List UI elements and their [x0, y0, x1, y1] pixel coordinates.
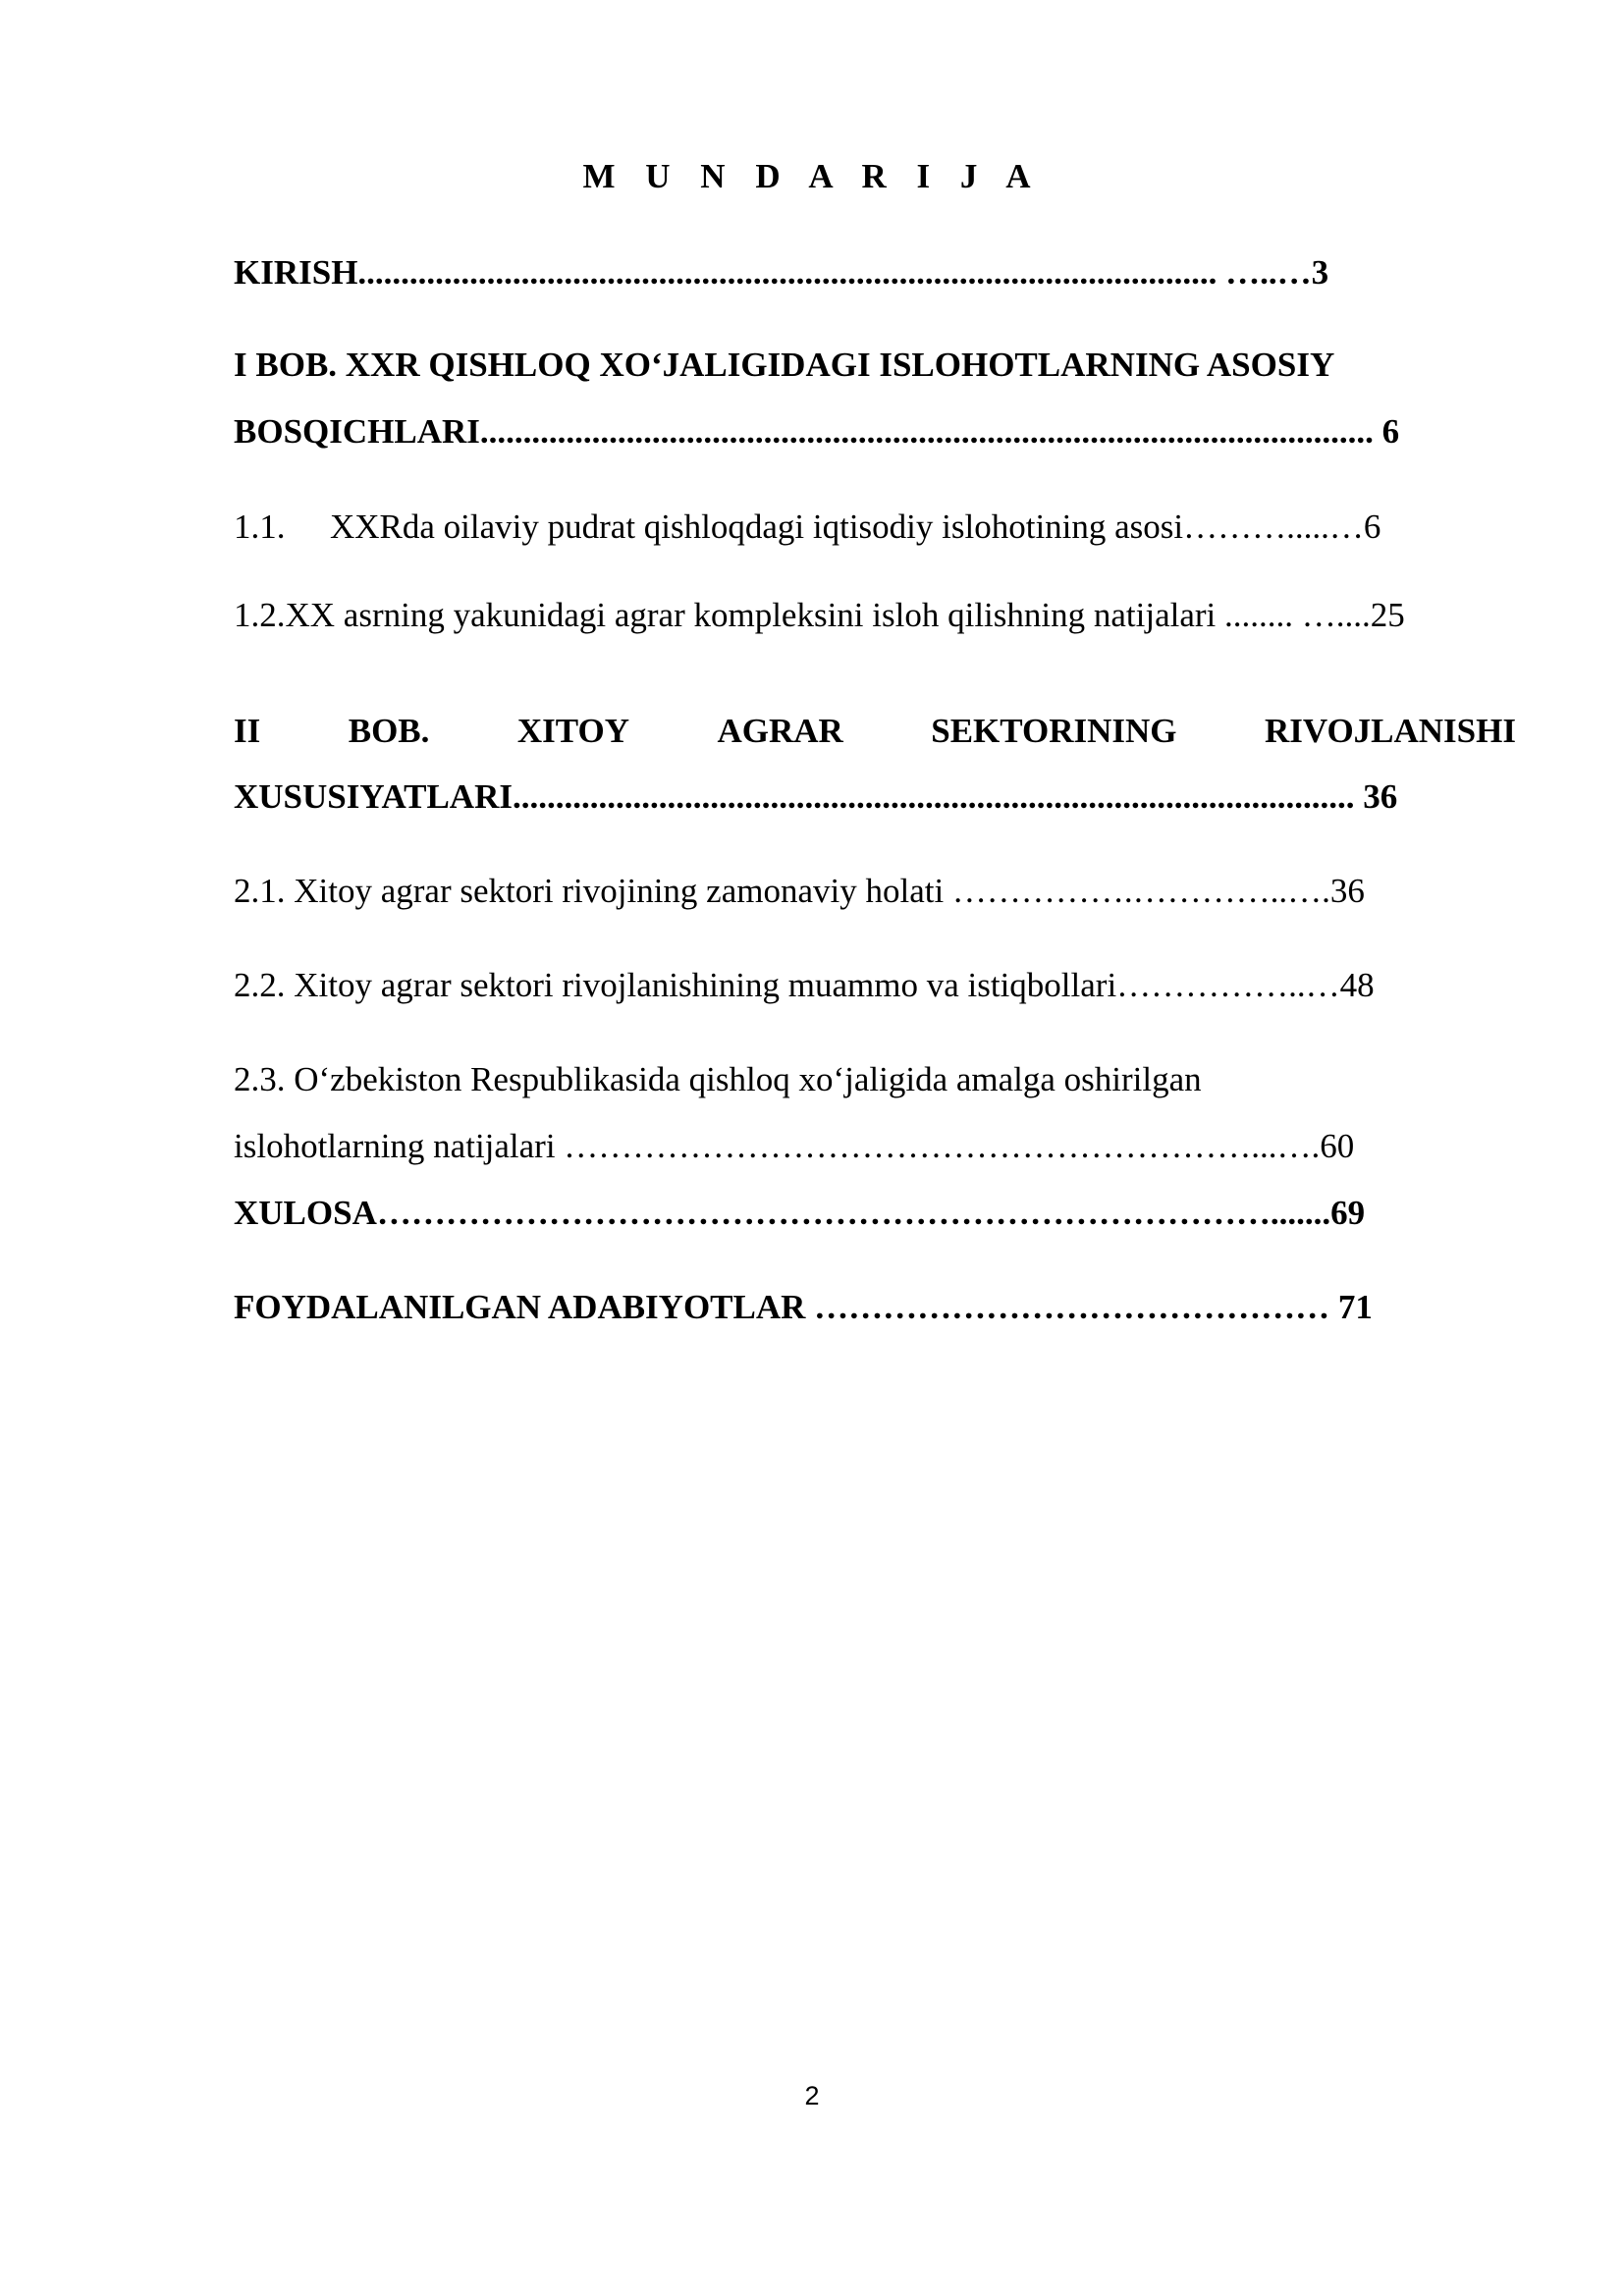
- toc-entry-xulosa[interactable]: XULOSA…………………………………………………………………….......69: [234, 1194, 1366, 1232]
- page-number: 2: [804, 2081, 820, 2110]
- toc-entry-1-1-text: XXRda oilaviy pudrat qishloqdagi iqtisodiy islohotining asosi……….....…6: [330, 507, 1381, 546]
- toc-entry-2-3-line2[interactable]: islohotlarning natijalari ……………………………………………………...….60: [234, 1127, 1355, 1165]
- toc-entry-kirish[interactable]: KIRISH.................................................................................................... …..…3: [234, 253, 1329, 292]
- toc-entry-bob2-line1[interactable]: [234, 710, 1516, 753]
- toc-entry-bob2-word: AGRAR: [717, 712, 843, 750]
- toc-entry-1-2[interactable]: 1.2.XX asrning yakunidagi agrar kompleksini isloh qilishning natijalari ........ …....25: [234, 596, 1405, 634]
- toc-title: M U N D A R I J A: [582, 157, 1042, 195]
- toc-entry-1-1[interactable]: [234, 506, 1380, 549]
- toc-entry-adabiyotlar[interactable]: FOYDALANILGAN ADABIYOTLAR ……………………………………… 71: [234, 1288, 1373, 1326]
- toc-entry-bob2-word: RIVOJLANISHI: [1264, 712, 1516, 750]
- toc-entry-2-3-line1[interactable]: 2.3. O‘zbekiston Respublikasida qishloq xo‘jaligida amalga oshirilgan: [234, 1060, 1202, 1098]
- toc-entry-bob2-word: BOB.: [348, 712, 430, 750]
- toc-entry-bob2-word: XITOY: [516, 712, 629, 750]
- toc-entry-bob2-word: II: [234, 712, 261, 750]
- toc-entry-1-1-number: 1.1.: [234, 507, 286, 546]
- toc-entry-bob2-word: SEKTORINING: [931, 712, 1177, 750]
- toc-entry-2-1[interactable]: 2.1. Xitoy agrar sektori rivojining zamonaviy holati …………….…………..….36: [234, 872, 1365, 910]
- toc-entry-bob1-line1[interactable]: I BOB. XXR QISHLOQ XO‘JALIGIDAGI ISLOHOTLARNING ASOSIY: [234, 346, 1335, 384]
- toc-entry-2-2[interactable]: 2.2. Xitoy agrar sektori rivojlanishining muammo va istiqbollari……………..…48: [234, 966, 1375, 1004]
- toc-entry-bob1-line2[interactable]: BOSQICHLARI........................................................................................................ 6: [234, 412, 1400, 451]
- toc-entry-bob2-line2[interactable]: XUSUSIYATLARI.................................................................................................. 36: [234, 777, 1398, 816]
